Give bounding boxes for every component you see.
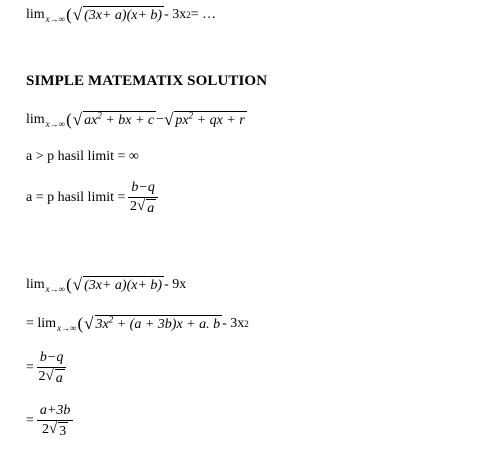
general-formula xyxy=(26,111,247,128)
denominator-coef: 2 xyxy=(42,422,50,438)
radicand-2 xyxy=(174,111,246,128)
radical-icon: √ xyxy=(72,275,83,294)
numerator: b−q xyxy=(128,180,157,198)
square-root xyxy=(137,199,156,216)
fraction xyxy=(37,403,73,439)
lim-text: lim xyxy=(26,111,45,127)
radical-icon: √ xyxy=(137,198,146,215)
lim-subscript: x→∞ xyxy=(45,13,66,24)
solution-step-2: = lim x→∞ ( √ $3x^2 + (a + 3b)x + a$. b - 3x 2 xyxy=(26,314,249,334)
radicand: a xyxy=(147,201,155,217)
square-root xyxy=(73,276,164,293)
square-root xyxy=(73,6,164,23)
radicand-1-tail: + bx + c xyxy=(101,113,155,128)
solution-heading xyxy=(26,74,267,89)
equals-sign: = xyxy=(26,360,34,376)
numerator: b−q xyxy=(37,350,66,368)
lim-subscript: x→∞ xyxy=(45,283,66,294)
denominator xyxy=(42,421,68,439)
solution-step-1 xyxy=(26,276,186,293)
open-paren: ( xyxy=(66,275,72,295)
radicand-1-lead: ax xyxy=(84,113,98,128)
radicand: 3 xyxy=(59,424,67,440)
denominator xyxy=(130,198,156,216)
denominator-coef: 2 xyxy=(38,369,46,385)
fraction xyxy=(128,180,157,216)
radicand: a xyxy=(55,371,63,387)
lim-text: lim xyxy=(26,6,45,22)
minus-sign: − xyxy=(156,111,165,127)
radicand-1 xyxy=(83,111,156,128)
rule-greater xyxy=(26,150,139,164)
equals-sign: = xyxy=(26,413,34,429)
radical-icon: √ xyxy=(72,110,83,129)
radicand-tail: + (a + 3b)x + a. b xyxy=(116,317,221,332)
radicand xyxy=(95,315,223,332)
radical-icon: √ xyxy=(84,314,94,333)
lim-text: lim xyxy=(26,276,45,292)
limit-operator xyxy=(26,317,77,331)
solution-step-3 xyxy=(26,350,66,386)
radicand-lead: 3x xyxy=(95,317,109,332)
limit-operator xyxy=(26,113,65,127)
denominator-coef: 2 xyxy=(130,199,138,215)
equals-lim-text: = lim xyxy=(26,315,57,331)
radical-icon: √ xyxy=(72,5,83,24)
square-root-1 xyxy=(73,111,156,128)
square-root xyxy=(49,422,68,439)
radical-icon: √ xyxy=(49,421,58,438)
exponent: 2 xyxy=(188,110,194,121)
solution-step-4 xyxy=(26,403,73,439)
rule-equal-label: a = p hasil limit = xyxy=(26,190,126,206)
equals-ellipsis: = … xyxy=(190,6,217,22)
open-paren: ( xyxy=(66,110,72,130)
square-root xyxy=(46,369,65,386)
limit-operator xyxy=(26,8,65,22)
problem-line: lim x→∞ ( √ (3x+ a)(x+ b) - 3x 2 = … xyxy=(26,5,217,25)
square-root-2 xyxy=(164,111,247,128)
lim-subscript: x→∞ xyxy=(57,322,77,333)
exponent: 2 xyxy=(108,314,114,325)
radical-icon: √ xyxy=(45,368,54,385)
radicand-2-lead: px xyxy=(175,113,189,128)
radicand: (3x+ a)(x+ b) xyxy=(84,8,163,23)
fraction xyxy=(37,350,66,386)
open-paren: ( xyxy=(77,314,84,334)
denominator xyxy=(39,368,65,386)
limit-operator xyxy=(26,278,65,292)
rule-equal xyxy=(26,180,158,216)
open-paren: ( xyxy=(66,5,72,25)
minus-term: - 3x xyxy=(222,315,245,331)
radicand: (3x+ a)(x+ b) xyxy=(84,278,163,293)
heading-text: SIMPLE MATEMATIX SOLUTION xyxy=(26,73,268,89)
exponent: 2 xyxy=(97,110,102,121)
square-root xyxy=(84,315,222,332)
lim-subscript: x→∞ xyxy=(45,118,66,129)
numerator: a+3b xyxy=(37,403,73,421)
radical-icon: √ xyxy=(164,110,174,129)
radicand-2-tail: + qx + r xyxy=(193,113,245,128)
minus-term: - 3x xyxy=(164,6,187,22)
rule-greater-text: a > p hasil limit = ∞ xyxy=(26,149,139,164)
minus-term: - 9x xyxy=(164,276,187,292)
